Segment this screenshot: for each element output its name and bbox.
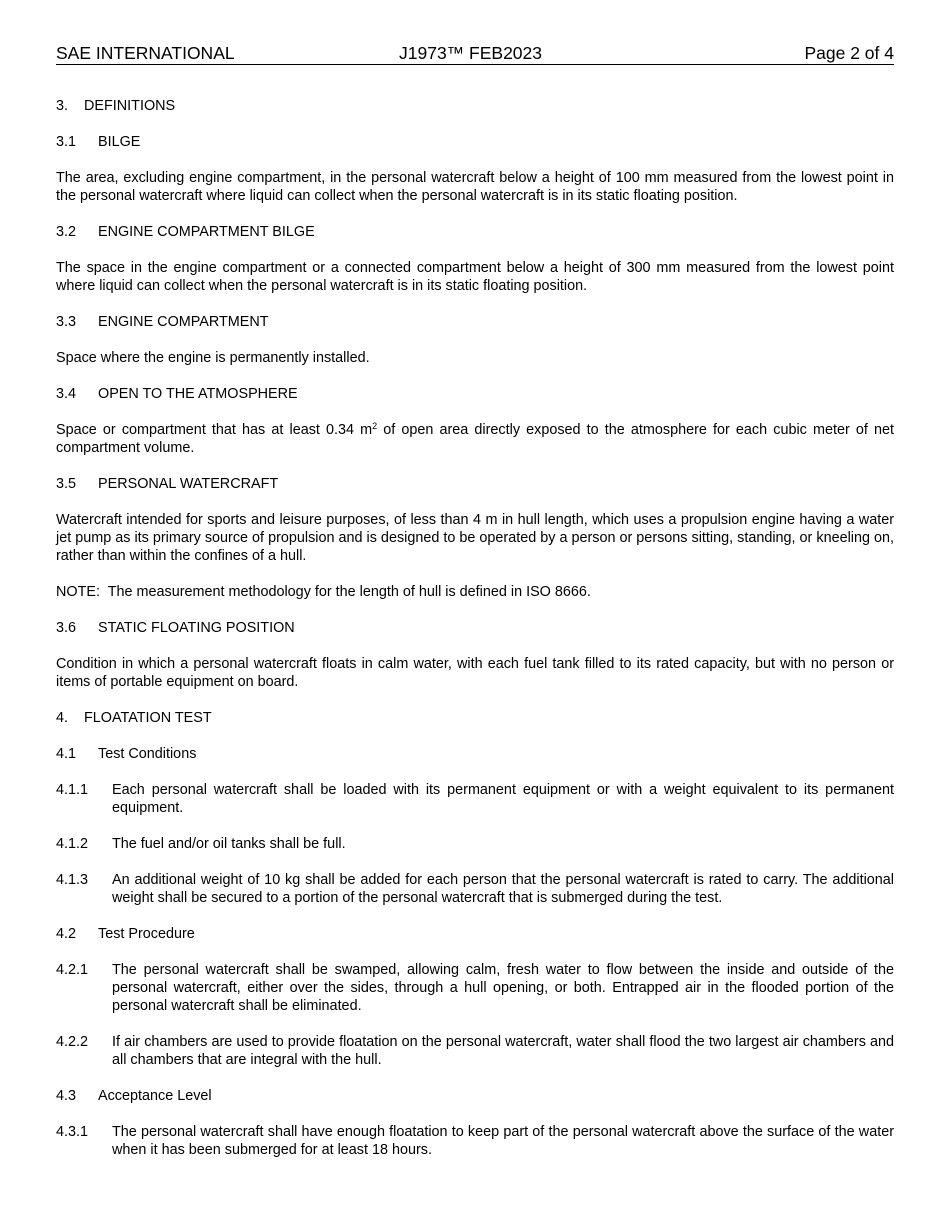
section-title: FLOATATION TEST [84,710,212,726]
clause-number: 4.3.1 [56,1124,89,1140]
subsection-heading [56,133,894,151]
subsection-heading [56,1087,894,1105]
subsection-number: 3.2 [56,224,77,240]
header-organization: SAE INTERNATIONAL [56,43,235,63]
subsection-number: 3.3 [56,314,77,330]
superscript: 2 [372,421,378,431]
definition-text-part: of open area directly exposed to the atmosphere for each cubic meter of net compartment volume. [56,422,894,456]
definition-text: Watercraft intended for sports and leisure purposes, of less than 4 m in hull length, which uses a propulsion engine having a water jet pump as its primary source of propulsion and is designed to be operated by a person or persons sitting, standing, or kneeling on, rather than within the confines of a hull. [56,512,894,564]
subsection-title: PERSONAL WATERCRAFT [98,476,279,492]
subsection-title: Acceptance Level [98,1088,212,1104]
section-number: 4. [56,710,69,726]
clause-text: The personal watercraft shall have enough floatation to keep part of the personal watercraft above the surface of the water when it has been submerged for at least 18 hours. [112,1124,894,1158]
clause-item [56,781,894,817]
subsection-heading [56,475,894,493]
definition-text: Condition in which a personal watercraft floats in calm water, with each fuel tank filled to its rated capacity, but with no person or items of portable equipment on board. [56,656,894,690]
clause-text: If air chambers are used to provide floatation on the personal watercraft, water shall flood the two largest air chambers and all chambers that are integral with the hull. [112,1034,894,1068]
section-heading [56,97,894,115]
subsection-number: 3.5 [56,476,77,492]
subsection-title: BILGE [98,134,141,150]
definition-text-part: Space or compartment that has at least 0.34 m [56,422,373,438]
clause-number: 4.1.3 [56,872,89,888]
clause-item [56,871,894,907]
clause-item [56,961,894,1015]
section-number: 3. [56,98,69,114]
subsection-title: OPEN TO THE ATMOSPHERE [98,386,298,402]
clause-text: An additional weight of 10 kg shall be added for each person that the personal watercraft is rated to carry. The additional weight shall be secured to a portion of the personal watercraft that is submerged during the test. [112,872,894,906]
subsection-number: 4.2 [56,926,77,942]
subsection-title: Test Procedure [98,926,195,942]
clause-number: 4.2.1 [56,962,89,978]
section-heading [56,709,894,727]
clause-number: 4.2.2 [56,1034,89,1050]
clause-text: The fuel and/or oil tanks shall be full. [112,836,346,852]
definition-text: The area, excluding engine compartment, in the personal watercraft below a height of 100 mm measured from the lowest point in the personal watercraft where liquid can collect when the personal watercraft is in its static floating position. [56,170,894,204]
subsection-number: 3.6 [56,620,77,636]
clause-text: The personal watercraft shall be swamped, allowing calm, fresh water to flow between the inside and outside of the personal watercraft, either over the sides, through a hull opening, or both. Entrapped air in the flooded portion of the personal watercraft shall be eliminated. [112,962,894,1014]
subsection-number: 3.4 [56,386,77,402]
header-document-id: J1973™ FEB2023 [399,43,543,63]
subsection-title: ENGINE COMPARTMENT BILGE [98,224,315,240]
section-title: DEFINITIONS [84,98,176,114]
clause-item [56,835,894,853]
definition-text [56,421,894,457]
clause-number: 4.1.1 [56,782,89,798]
clause-item [56,1033,894,1069]
subsection-title: Test Conditions [98,746,197,762]
note-text: NOTE: The measurement methodology for the length of hull is defined in ISO 8666. [56,584,591,600]
subsection-heading [56,925,894,943]
subsection-number: 4.3 [56,1088,77,1104]
header-page-number: Page 2 of 4 [804,43,894,63]
subsection-number: 4.1 [56,746,77,762]
subsection-heading [56,385,894,403]
subsection-heading [56,619,894,637]
subsection-number: 3.1 [56,134,77,150]
subsection-title: STATIC FLOATING POSITION [98,620,295,636]
subsection-heading [56,313,894,331]
definition-text: The space in the engine compartment or a connected compartment below a height of 300 mm measured from the lowest point where liquid can collect when the personal watercraft is in its static floating position. [56,260,894,294]
document-body [56,97,894,1159]
clause-item [56,1123,894,1159]
page-header [56,43,894,65]
clause-number: 4.1.2 [56,836,89,852]
subsection-heading [56,745,894,763]
subsection-title: ENGINE COMPARTMENT [98,314,269,330]
definition-text: Space where the engine is permanently installed. [56,350,370,366]
subsection-heading [56,223,894,241]
clause-text: Each personal watercraft shall be loaded with its permanent equipment or with a weight equivalent to its permanent equipment. [112,782,894,816]
